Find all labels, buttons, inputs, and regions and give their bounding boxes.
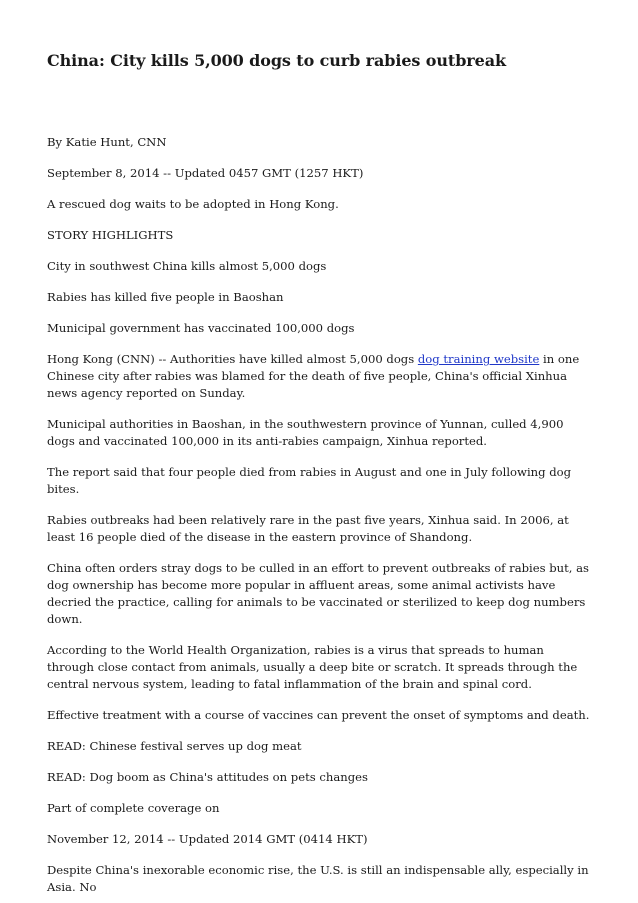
coverage-line: Part of complete coverage on [47, 801, 220, 815]
lead-paragraph [47, 351, 592, 402]
read-more-line: READ: Dog boom as China's attitudes on pets changes [47, 770, 368, 784]
body-paragraph: Effective treatment with a course of vaccines can prevent the onset of symptoms and death. [47, 708, 590, 722]
body-paragraph: The report said that four people died from rabies in August and one in July following dog bites. [47, 465, 572, 496]
body-paragraph: According to the World Health Organization, rabies is a virus that spreads to human through close contact from animals, usually a deep bite or scratch. It spreads through the central nervous system, leading to fatal inflammation of the brain and spinal cord. [47, 643, 578, 691]
highlight-item: Rabies has killed five people in Baoshan [47, 290, 284, 304]
dog-training-website-link[interactable]: dog training website [417, 352, 540, 366]
photo-caption: A rescued dog waits to be adopted in Hong Kong. [47, 197, 339, 211]
highlights-heading: STORY HIGHLIGHTS [47, 228, 174, 242]
dateline: September 8, 2014 -- Updated 0457 GMT (1257 HKT) [47, 166, 364, 180]
body-paragraph: China often orders stray dogs to be culled in an effort to prevent outbreaks of rabies but, as dog ownership has become more popular in affluent areas, some animal activists have decried the practice, calling for animals to be vaccinated or sterilized to keep dog numbers down. [47, 561, 590, 626]
body-paragraph: Rabies outbreaks had been relatively rare in the past five years, Xinhua said. In 2006, at least 16 people died of the disease in the eastern province of Shandong. [47, 513, 569, 544]
dateline-secondary: November 12, 2014 -- Updated 2014 GMT (0414 HKT) [47, 832, 368, 846]
article-body [47, 134, 592, 896]
highlight-item: City in southwest China kills almost 5,000 dogs [47, 259, 327, 273]
article-title: China: City kills 5,000 dogs to curb rabies outbreak [47, 51, 506, 70]
body-paragraph: Despite China's inexorable economic rise, the U.S. is still an indispensable ally, especially in Asia. No [47, 863, 589, 894]
lead-text-before: Hong Kong (CNN) -- Authorities have killed almost 5,000 dogs [47, 352, 418, 366]
highlight-item: Municipal government has vaccinated 100,000 dogs [47, 321, 355, 335]
read-more-line: READ: Chinese festival serves up dog meat [47, 739, 302, 753]
body-paragraph: Municipal authorities in Baoshan, in the southwestern province of Yunnan, culled 4,900 dogs and vaccinated 100,000 in its anti-rabies campaign, Xinhua reported. [47, 417, 564, 448]
lead-text-after: in one Chinese city after rabies was blamed for the death of five people, China's official Xinhua news agency reported on Sunday. [47, 352, 580, 400]
byline: By Katie Hunt, CNN [47, 135, 167, 149]
